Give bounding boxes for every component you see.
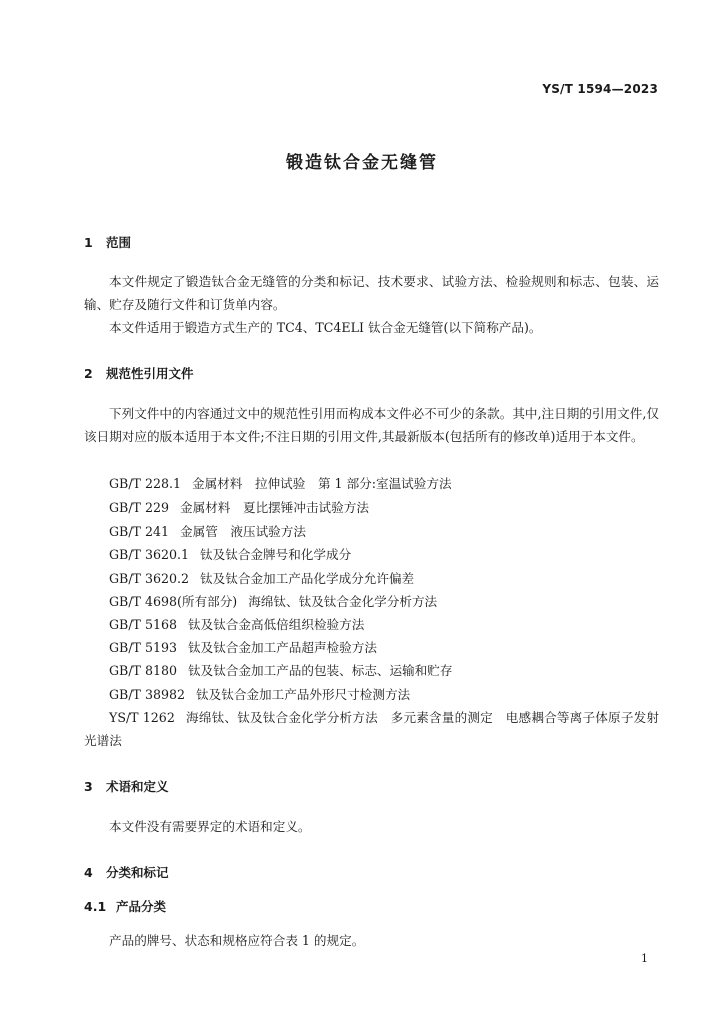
section-1-paragraph-2: 本文件适用于锻造方式生产的 TC4、TC4ELI 钛合金无缝管(以下简称产品)。 — [109, 320, 542, 335]
standard-number: YS/T 1594—2023 — [542, 82, 658, 96]
reference-code: GB/T 228.1 — [109, 476, 182, 491]
reference-item — [109, 569, 414, 589]
reference-item — [109, 522, 306, 542]
reference-item — [109, 592, 437, 612]
section-number: 1 — [84, 235, 93, 250]
reference-code: GB/T 8180 — [109, 663, 178, 678]
section-4-heading — [84, 863, 169, 881]
section-1-heading — [84, 233, 131, 251]
reference-code: GB/T 3620.1 — [109, 547, 190, 562]
section-number: 4.1 — [84, 899, 107, 914]
section-3-heading — [84, 777, 169, 795]
section-title: 术语和定义 — [106, 779, 169, 794]
reference-title: 海绵钛、钛及钛合金化学分析方法 — [248, 594, 438, 609]
page-number: 1 — [641, 952, 648, 965]
reference-title: 钛及钛合金加工产品外形尺寸检测方法 — [196, 687, 411, 702]
section-1-paragraph-1: 本文件规定了锻造钛合金无缝管的分类和标记、技术要求、试验方法、检验规则和标志、包装、运输、贮存及随行文件和订货单内容。 — [84, 274, 659, 312]
reference-code: GB/T 229 — [109, 500, 169, 515]
section-number: 3 — [84, 779, 93, 794]
reference-item — [109, 498, 369, 518]
reference-code: GB/T 241 — [109, 524, 169, 539]
section-title: 分类和标记 — [106, 865, 169, 880]
reference-title: 金属材料 夏比摆锤冲击试验方法 — [180, 500, 369, 515]
section-title: 产品分类 — [116, 899, 167, 914]
section-title: 范围 — [106, 235, 132, 250]
subsection-4-1-heading — [84, 897, 166, 915]
reference-item — [109, 545, 351, 565]
reference-code: GB/T 4698(所有部分) — [109, 594, 238, 609]
reference-item — [84, 706, 659, 752]
reference-item — [109, 615, 364, 635]
reference-title: 钛及钛合金加工产品超声检验方法 — [188, 640, 377, 655]
section-number: 2 — [84, 366, 93, 381]
reference-item — [109, 661, 452, 681]
section-number: 4 — [84, 865, 93, 880]
reference-item — [109, 685, 410, 705]
reference-item — [109, 474, 452, 494]
section-3-paragraph-1: 本文件没有需要界定的术语和定义。 — [109, 819, 311, 834]
reference-title: 钛及钛合金加工产品化学成分允许偏差 — [200, 571, 415, 586]
subsection-4-1-paragraph-1: 产品的牌号、状态和规格应符合表 1 的规定。 — [109, 933, 365, 948]
reference-title: 钛及钛合金加工产品的包装、标志、运输和贮存 — [188, 663, 453, 678]
reference-title: 钛及钛合金高低倍组织检验方法 — [188, 617, 365, 632]
reference-title: 金属管 液压试验方法 — [180, 524, 306, 539]
reference-code: GB/T 5168 — [109, 617, 178, 632]
reference-title: 金属材料 拉伸试验 第 1 部分:室温试验方法 — [192, 476, 452, 491]
reference-code: GB/T 3620.2 — [109, 571, 190, 586]
reference-item — [109, 638, 377, 658]
section-2-heading — [84, 364, 194, 382]
reference-title: 海绵钛、钛及钛合金化学分析方法 多元素含量的测定 电感耦合等离子体原子发射光谱法 — [84, 710, 660, 748]
reference-code: GB/T 38982 — [109, 687, 186, 702]
reference-code: GB/T 5193 — [109, 640, 178, 655]
reference-title: 钛及钛合金牌号和化学成分 — [200, 547, 352, 562]
reference-code: YS/T 1262 — [109, 710, 175, 725]
document-title: 锻造钛合金无缝管 — [286, 153, 438, 173]
section-2-intro: 下列文件中的内容通过文中的规范性引用而构成本文件必不可少的条款。其中,注日期的引用文件,仅该日期对应的版本适用于本文件;不注日期的引用文件,其最新版本(包括所有的修改单)适用于本文件。 — [84, 406, 659, 444]
section-title: 规范性引用文件 — [106, 366, 194, 381]
